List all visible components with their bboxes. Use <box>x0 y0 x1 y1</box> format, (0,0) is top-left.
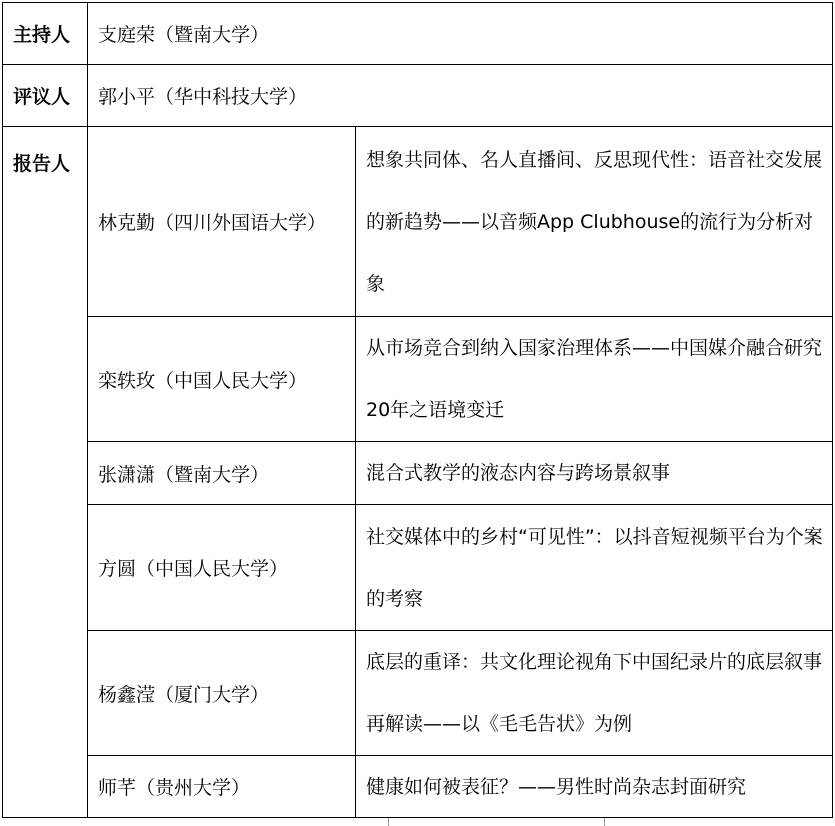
reporter-topic: 混合式教学的液态内容与跨场景叙事 <box>356 442 833 505</box>
reporter-name: 林克勤（四川外国语大学） <box>88 127 356 317</box>
panel-table <box>2 2 833 818</box>
table-row <box>3 505 833 631</box>
commentator-row <box>3 65 833 127</box>
page-edge-mark <box>604 818 605 826</box>
table-row <box>3 317 833 442</box>
table-row <box>3 756 833 818</box>
reporter-name: 张潇潇（暨南大学） <box>88 442 356 505</box>
reporter-name: 方圆（中国人民大学） <box>88 505 356 631</box>
reporter-name: 师芊（贵州大学） <box>88 756 356 818</box>
host-row <box>3 3 833 65</box>
host-value: 支庭荣（暨南大学） <box>88 3 833 65</box>
table-row <box>3 442 833 505</box>
table-row <box>3 127 833 317</box>
commentator-label: 评议人 <box>3 65 88 127</box>
reporter-name: 杨鑫滢（厦门大学） <box>88 631 356 756</box>
host-label: 主持人 <box>3 3 88 65</box>
reporters-label: 报告人 <box>3 127 88 818</box>
reporter-topic: 社交媒体中的乡村“可见性”：以抖音短视频平台为个案的考察 <box>356 505 833 631</box>
reporter-name: 栾轶玫（中国人民大学） <box>88 317 356 442</box>
table-row <box>3 631 833 756</box>
reporter-topic: 健康如何被表征？——男性时尚杂志封面研究 <box>356 756 833 818</box>
reporter-topic: 底层的重译：共文化理论视角下中国纪录片的底层叙事再解读——以《毛毛告状》为例 <box>356 631 833 756</box>
reporter-topic: 从市场竞合到纳入国家治理体系——中国媒介融合研究20年之语境变迁 <box>356 317 833 442</box>
reporter-topic: 想象共同体、名人直播间、反思现代性：语音社交发展的新趋势——以音频App Clubhouse的流行为分析对象 <box>356 127 833 317</box>
commentator-value: 郭小平（华中科技大学） <box>88 65 833 127</box>
page-edge-mark <box>388 818 389 826</box>
